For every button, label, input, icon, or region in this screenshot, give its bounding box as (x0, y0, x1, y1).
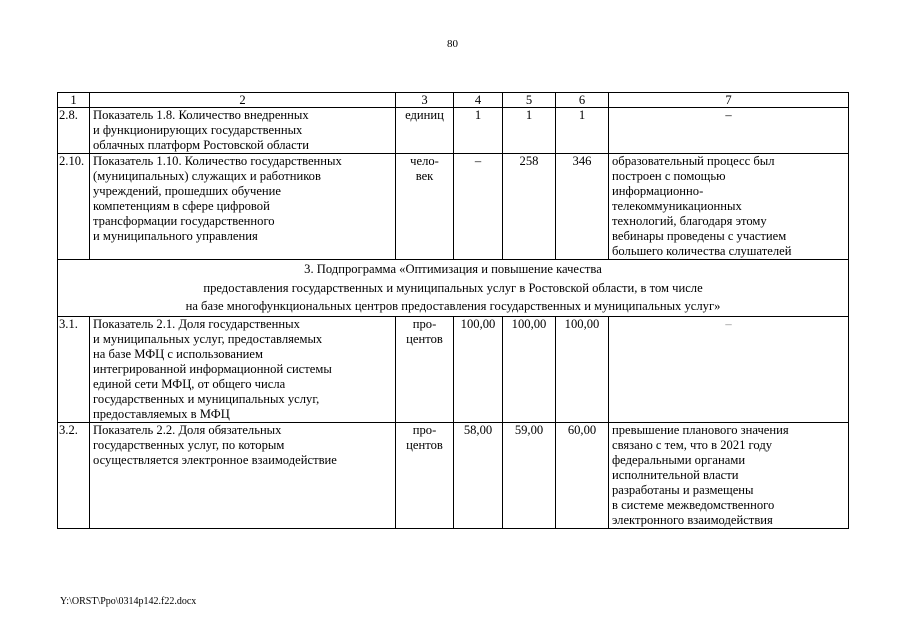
row-number: 3.1. (58, 316, 90, 422)
text-line: про- (412, 422, 437, 437)
text-line: и муниципального управления (93, 229, 258, 243)
text-line: связано с тем, что в 2021 году (612, 437, 773, 452)
text-line: построен с помощью (612, 169, 726, 183)
text-line: на базе МФЦ с использованием (93, 346, 263, 361)
header-row (58, 93, 849, 108)
text-line: и функционирующих государственных (93, 123, 303, 137)
note-cell (609, 108, 849, 154)
text-line: про- (412, 316, 437, 331)
table-row (58, 154, 849, 260)
table-row (58, 422, 849, 528)
text-line: разработаны и размещены (612, 482, 754, 497)
unit-cell (396, 108, 454, 154)
indicator-name (90, 422, 396, 528)
value-col5: 1 (503, 108, 556, 154)
row-number: 2.10. (58, 154, 90, 260)
text-line: – (725, 108, 732, 122)
text-line: большего количества слушателей (612, 244, 792, 258)
text-line: телекоммуникационных (612, 199, 742, 213)
header-cell: 3 (396, 93, 454, 108)
header-cell: 2 (90, 93, 396, 108)
indicator-name (90, 108, 396, 154)
rows-group-2 (58, 108, 849, 260)
value-col6: 100,00 (556, 316, 609, 422)
text-line: центов (406, 437, 443, 452)
text-line: чело- (410, 154, 439, 168)
header-cell: 6 (556, 93, 609, 108)
unit-cell (396, 316, 454, 422)
table-row (58, 316, 849, 422)
indicator-name (90, 154, 396, 260)
section-heading (58, 260, 849, 317)
note-cell (609, 154, 849, 260)
text-line: интегрированной информационной системы (93, 361, 332, 376)
section-line: 3. Подпрограмма «Оптимизация и повышение качества (304, 262, 602, 276)
row-number: 2.8. (58, 108, 90, 154)
indicator-name (90, 316, 396, 422)
note-cell (609, 422, 849, 528)
text-line: Показатель 1.10. Количество государственных (93, 154, 342, 168)
table-row (58, 108, 849, 154)
header-cell: 4 (454, 93, 503, 108)
value-col5: 59,00 (503, 422, 556, 528)
text-line: электронного взаимодействия (612, 512, 773, 527)
text-line: осуществляется электронное взаимодействие (93, 452, 337, 467)
text-line: технологий, благодаря этому (612, 214, 767, 228)
value-col6: 346 (556, 154, 609, 260)
value-col5: 100,00 (503, 316, 556, 422)
value-col6: 60,00 (556, 422, 609, 528)
text-line: учреждений, прошедших обучение (93, 184, 281, 198)
text-line: образовательный процесс был (612, 154, 775, 168)
text-line: исполнительной власти (612, 467, 739, 482)
header-cell: 1 (58, 93, 90, 108)
text-line: вебинары проведены с участием (612, 229, 787, 243)
text-line: (муниципальных) служащих и работников (93, 169, 321, 183)
value-col5: 258 (503, 154, 556, 260)
text-line: единой сети МФЦ, от общего числа (93, 376, 286, 391)
file-path-footer: Y:\ORST\Ppo\0314p142.f22.docx (60, 596, 197, 607)
row-number: 3.2. (58, 422, 90, 528)
value-col4: 100,00 (454, 316, 503, 422)
text-line: Показатель 1.8. Количество внедренных (93, 108, 309, 122)
section-line: предоставления государственных и муниципальных услуг в Ростовской области, в том числе (203, 280, 703, 295)
text-line: компетенциям в сфере цифровой (93, 199, 270, 213)
text-line: государственных и муниципальных услуг, (93, 391, 320, 406)
section-row (58, 260, 849, 317)
header-cell: 7 (609, 93, 849, 108)
rows-group-3 (58, 316, 849, 528)
section-line: на базе многофункциональных центров предоставления государственных и муниципальных услуг» (185, 299, 721, 313)
text-line: трансформации государственного (93, 214, 275, 228)
text-line: Показатель 2.2. Доля обязательных (93, 422, 282, 437)
text-line: информационно- (612, 184, 704, 198)
text-line: федеральными органами (612, 452, 746, 467)
unit-cell (396, 422, 454, 528)
text-line: и муниципальных услуг, предоставляемых (93, 331, 323, 346)
value-col4: 58,00 (454, 422, 503, 528)
unit-cell (396, 154, 454, 260)
text-line: государственных услуг, по которым (93, 437, 285, 452)
header-cell: 5 (503, 93, 556, 108)
text-line: центов (406, 331, 443, 346)
text-line: облачных платформ Ростовской области (93, 138, 309, 152)
text-line: предоставляемых в МФЦ (93, 406, 230, 421)
page-number: 80 (447, 38, 458, 50)
value-col4: 1 (454, 108, 503, 154)
text-line: век (415, 169, 434, 183)
indicators-table (57, 92, 849, 529)
text-line: в системе межведомственного (612, 497, 775, 512)
value-col6: 1 (556, 108, 609, 154)
value-col4: – (454, 154, 503, 260)
text-line: Показатель 2.1. Доля государственных (93, 316, 300, 331)
text-line: превышение планового значения (612, 422, 789, 437)
text-line: единиц (405, 108, 444, 122)
text-line: – (725, 316, 732, 331)
note-cell (609, 316, 849, 422)
